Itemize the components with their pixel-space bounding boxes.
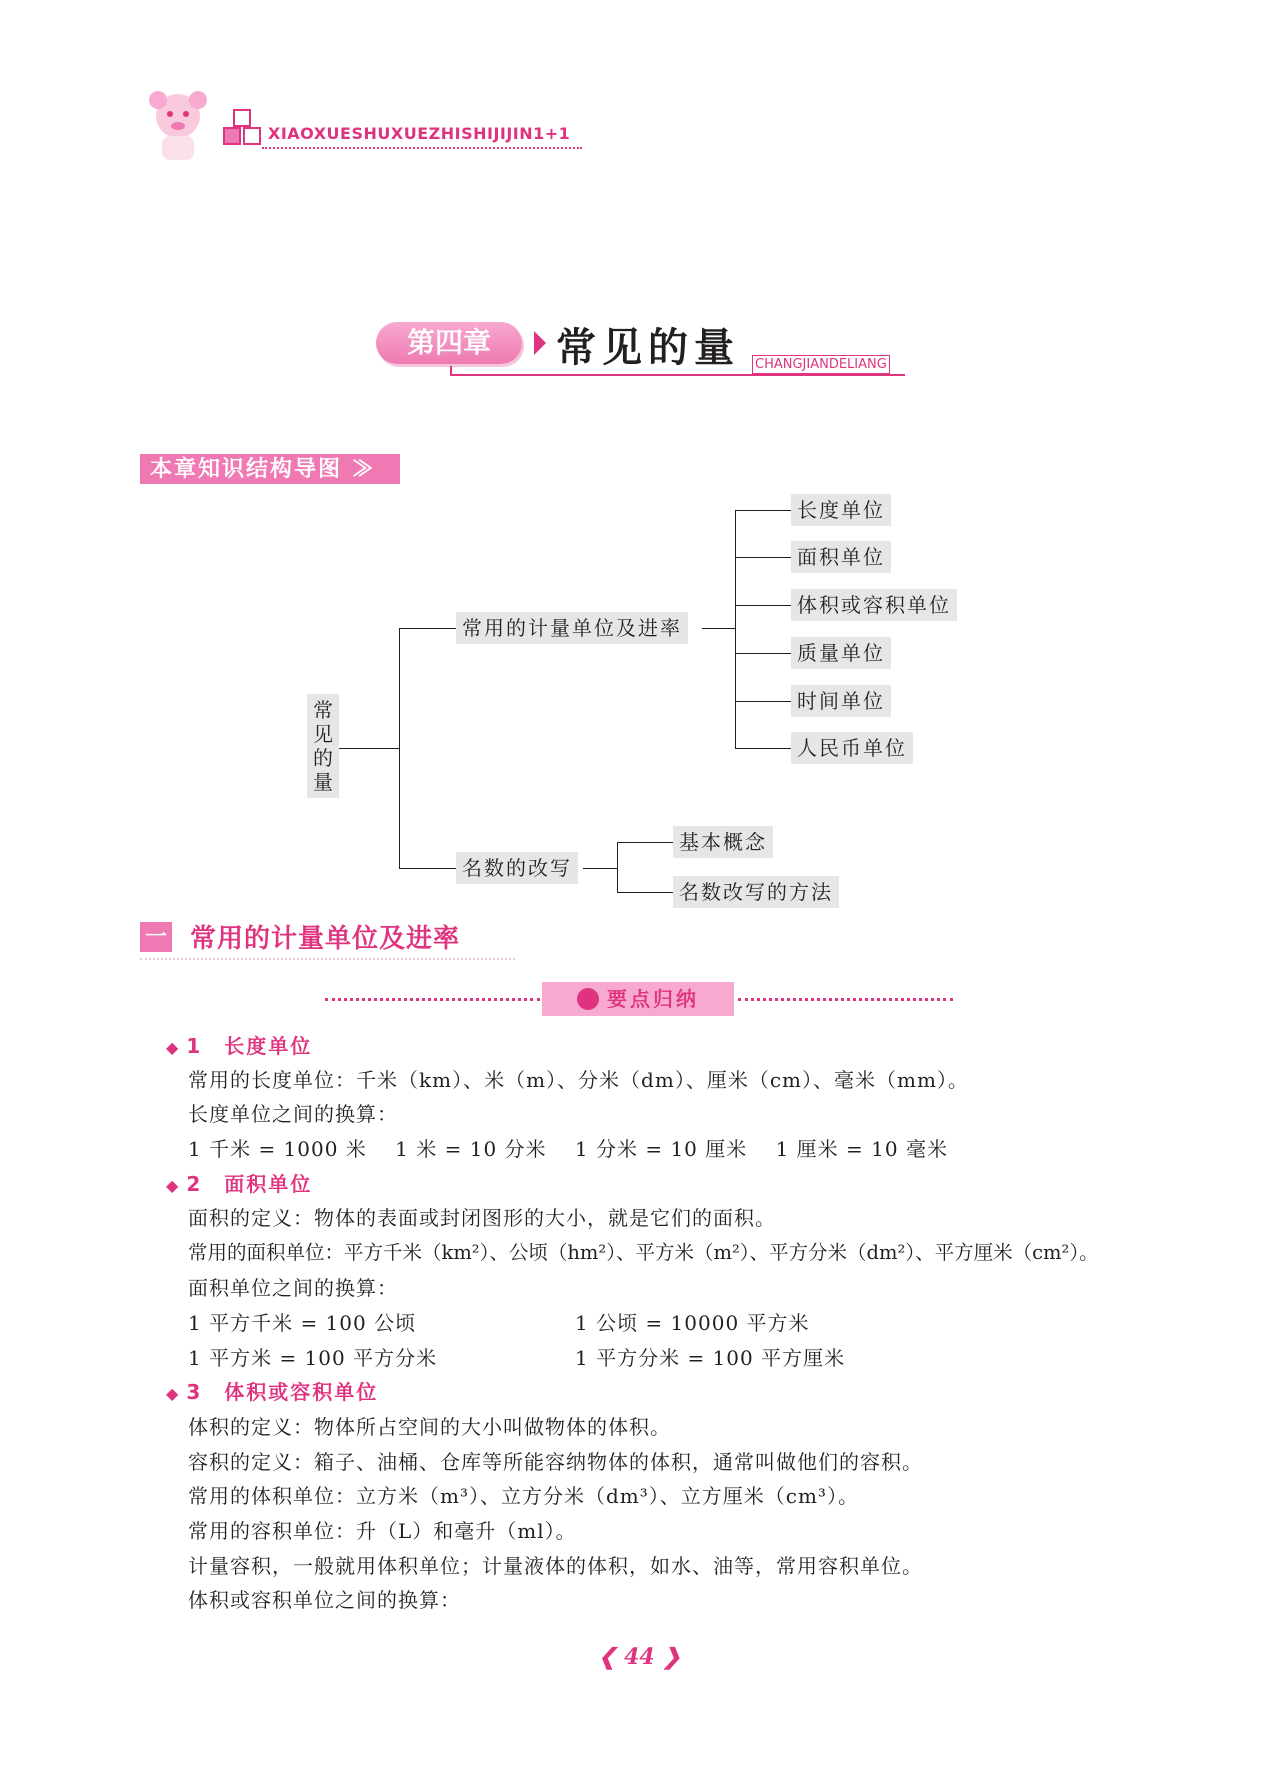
dotted-divider — [738, 998, 953, 1001]
knowledge-map-banner: 本章知识结构导图 ≫ — [140, 454, 400, 484]
paragraph: 面积单位之间的换算： — [188, 1276, 398, 1300]
paragraph: 长度单位之间的换算： — [188, 1102, 398, 1126]
paragraph: 1 平方米 = 100 平方分米 — [188, 1346, 438, 1370]
chapter-underline — [450, 374, 905, 376]
tree-leaf: 时间单位 — [791, 685, 891, 717]
chapter-pinyin: CHANGJIANDELIANG — [752, 355, 890, 374]
page-number-value: 44 — [624, 1644, 655, 1670]
paragraph: 1 平方分米 = 100 平方厘米 — [575, 1346, 846, 1370]
tree-line — [399, 628, 456, 629]
tree-leaf: 人民币单位 — [791, 732, 913, 764]
item-number: 3 — [186, 1380, 203, 1404]
tree-branch-rewrite: 名数的改写 — [456, 852, 578, 884]
tree-line — [702, 628, 735, 629]
paragraph: 计量容积，一般就用体积单位；计量液体的体积，如水、油等，常用容积单位。 — [188, 1554, 923, 1578]
item-number: 1 — [186, 1034, 203, 1058]
paragraph: 常用的体积单位：立方米（m³）、立方分米（dm³）、立方厘米（cm³）。 — [188, 1484, 859, 1508]
diamond-icon: ◆ — [166, 1038, 181, 1057]
tree-leaf: 长度单位 — [791, 494, 891, 526]
mascot-logo-icon — [140, 86, 220, 166]
item-title: 体积或容积单位 — [224, 1380, 379, 1404]
item-title: 长度单位 — [224, 1034, 313, 1058]
tree-root: 常见的量 — [307, 694, 339, 798]
summary-badge — [542, 982, 734, 1016]
paragraph: 容积的定义：箱子、油桶、仓库等所能容纳物体的体积，通常叫做他们的容积。 — [188, 1450, 923, 1474]
paragraph: 面积的定义：物体的表面或封闭图形的大小，就是它们的面积。 — [188, 1206, 776, 1230]
item-heading — [166, 1168, 312, 1197]
tree-line — [617, 892, 673, 893]
item-heading — [166, 1376, 378, 1405]
tree-line — [735, 605, 791, 606]
tree-leaf: 体积或容积单位 — [791, 589, 957, 621]
item-title: 面积单位 — [224, 1172, 313, 1196]
section-title: 常用的计量单位及进率 — [190, 924, 461, 954]
tree-line — [735, 557, 791, 558]
tree-line — [617, 842, 618, 893]
tree-line — [735, 701, 791, 702]
tree-leaf: 面积单位 — [791, 541, 891, 573]
tree-leaf: 质量单位 — [791, 637, 891, 669]
chevron-right-icon — [534, 331, 546, 355]
paragraph: 体积或容积单位之间的换算： — [188, 1588, 461, 1612]
paragraph: 常用的面积单位：平方千米（km²）、公顷（hm²）、平方米（m²）、平方分米（dm²）、平方厘米（cm²）。 — [188, 1241, 1099, 1264]
tree-line — [339, 748, 399, 749]
chevron-left-icon: ❮ — [598, 1644, 625, 1670]
section-divider — [140, 958, 515, 960]
paragraph: 1 平方千米 = 100 公顷 — [188, 1311, 417, 1335]
paragraph: 体积的定义：物体所占空间的大小叫做物体的体积。 — [188, 1415, 671, 1439]
tree-line — [399, 628, 400, 869]
tree-line — [617, 842, 673, 843]
section-number: 一 — [140, 922, 172, 952]
paragraph: 1 千米 = 1000 米 1 米 = 10 分米 1 分米 = 10 厘米 1 厘米 = 10 毫米 — [188, 1137, 948, 1161]
letter-blocks-icon — [222, 108, 266, 148]
tree-line — [583, 868, 617, 869]
chapter-title: 常见的量 — [556, 325, 740, 371]
chevron-right-icon: ❯ — [654, 1644, 681, 1670]
tree-line — [735, 653, 791, 654]
diamond-icon: ◆ — [166, 1384, 181, 1403]
page-number — [598, 1644, 681, 1670]
header-divider — [262, 147, 582, 149]
tree-line — [399, 868, 456, 869]
item-number: 2 — [186, 1172, 203, 1196]
diamond-icon: ◆ — [166, 1176, 181, 1195]
paragraph: 1 公顷 = 10000 平方米 — [575, 1311, 810, 1335]
paragraph: 常用的长度单位：千米（km）、米（m）、分米（dm）、厘米（cm）、毫米（mm）。 — [188, 1068, 969, 1092]
tree-line — [735, 510, 736, 749]
paragraph: 常用的容积单位：升（L）和毫升（ml）。 — [188, 1519, 577, 1543]
summary-label: 要点归纳 — [607, 987, 699, 1011]
dotted-divider — [325, 998, 540, 1001]
tree-branch-units: 常用的计量单位及进率 — [456, 612, 688, 644]
tree-leaf: 基本概念 — [673, 826, 773, 858]
tree-line — [735, 510, 791, 511]
fan-icon — [577, 988, 599, 1010]
item-heading — [166, 1030, 312, 1059]
tree-line — [735, 748, 791, 749]
chapter-badge: 第四章 — [376, 322, 522, 364]
tree-leaf: 名数改写的方法 — [673, 876, 839, 908]
series-title: XIAOXUESHUXUEZHISHIJIJIN1+1 — [268, 124, 571, 143]
